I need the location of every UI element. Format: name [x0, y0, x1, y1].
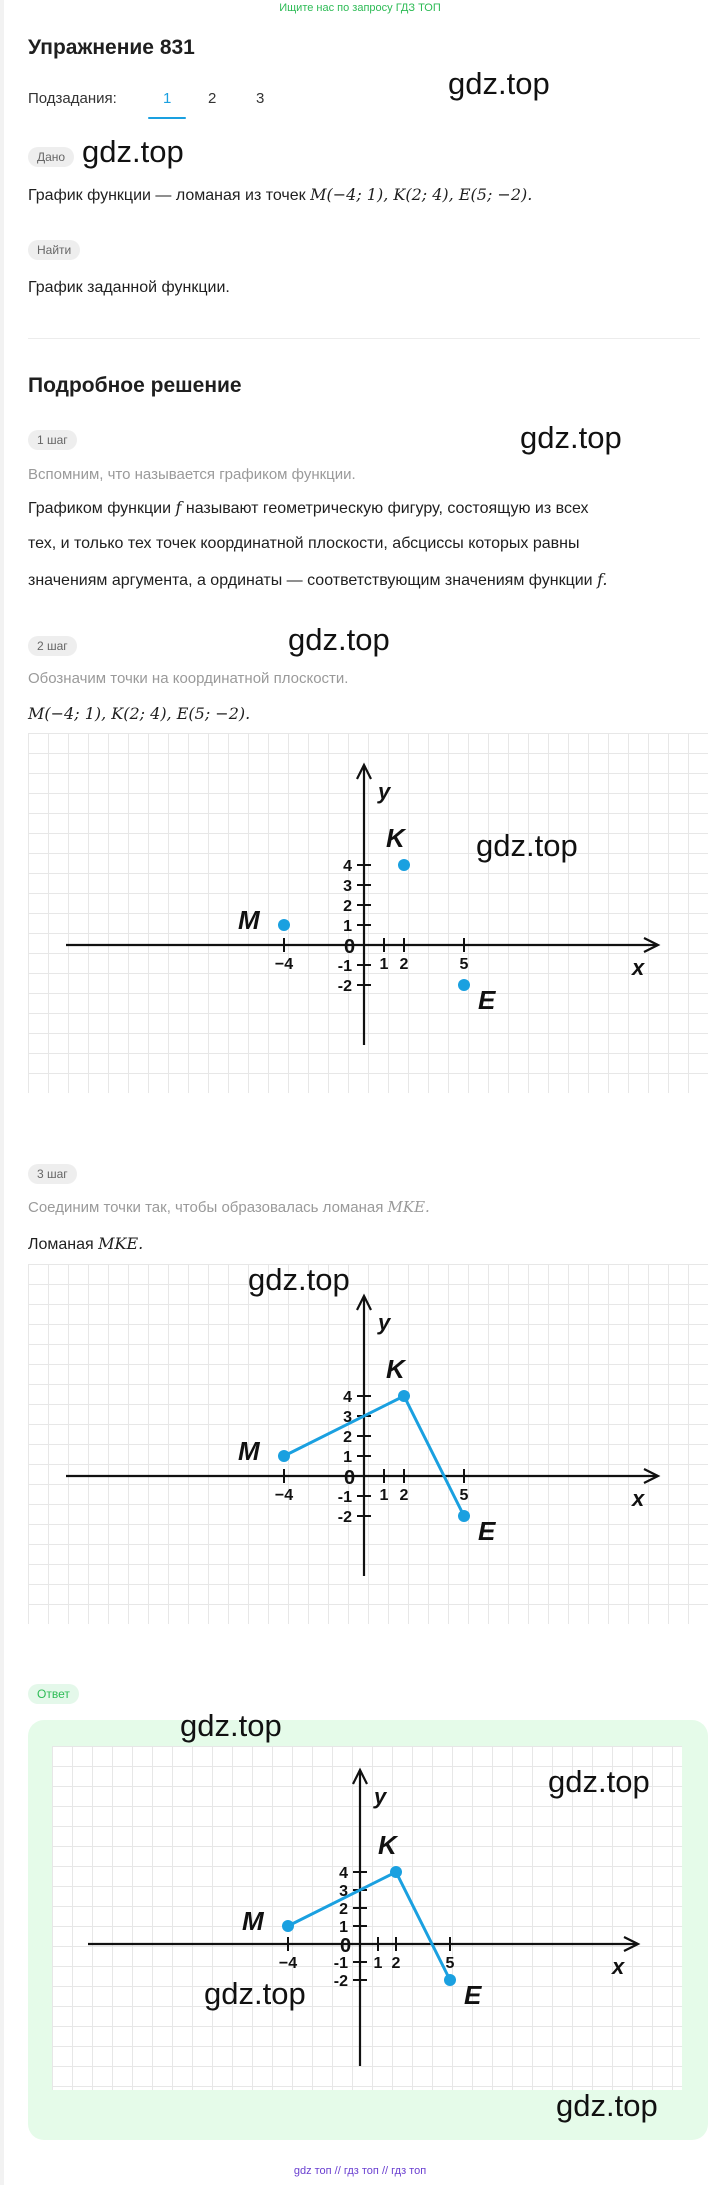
step1-line1	[28, 490, 589, 527]
watermark: gdz.top	[180, 1708, 282, 1743]
step2-chip: 2 шаг	[28, 636, 77, 656]
step1-line1-b: называют геометрическую фигуру, состоящую из всех	[181, 500, 589, 517]
step1-line2: тех, и только тех точек координатной плоскости, абсциссы которых равны	[28, 535, 580, 552]
point-m	[278, 919, 290, 931]
watermark: gdz.top	[448, 66, 550, 101]
y-tick-label: 2	[343, 1429, 352, 1446]
step3-text-math: MKE.	[98, 1234, 144, 1253]
footer-sep: //	[381, 2165, 389, 2177]
footer-link-2[interactable]: гдз топ	[343, 2165, 379, 2177]
x-axis-label: x	[632, 955, 645, 980]
step3-hint-math: MKE.	[387, 1198, 430, 1216]
given-text	[28, 177, 532, 214]
point-label-m: M	[242, 1906, 264, 1936]
x-tick-label: 5	[445, 1955, 455, 1972]
watermark: gdz.top	[476, 828, 578, 863]
polyline-series	[288, 1872, 450, 1980]
given-math: M(−4; 1), K(2; 4), E(5; −2).	[310, 185, 533, 204]
y-axis-label: y	[378, 1310, 391, 1335]
solution-title: Подробное решение	[28, 374, 242, 397]
y-tick-label: -1	[337, 1489, 352, 1506]
y-tick-label: 1	[339, 1919, 348, 1936]
watermark: gdz.top	[248, 1262, 350, 1297]
x-tick-label: −4	[274, 956, 294, 973]
y-tick-label: 3	[343, 878, 352, 895]
x-tick-label: −4	[274, 1487, 294, 1504]
step3-text	[28, 1226, 143, 1263]
point-label-k: K	[386, 823, 405, 853]
watermark: gdz.top	[548, 1764, 650, 1799]
point-label-m: M	[238, 905, 260, 935]
point-label-k: K	[386, 1354, 405, 1384]
tab-subtask-2[interactable]: 2	[208, 90, 217, 107]
watermark: gdz.top	[520, 420, 622, 455]
y-tick-label: -2	[337, 978, 352, 995]
point-label-m: M	[238, 1436, 260, 1466]
y-tick-label: 3	[339, 1883, 348, 1900]
point-e	[458, 979, 470, 991]
given-chip: Дано	[28, 147, 74, 167]
y-tick-label: -2	[337, 1509, 352, 1526]
step3-hint	[28, 1198, 430, 1216]
watermark: gdz.top	[204, 1976, 306, 2011]
y-tick-label: -1	[333, 1955, 348, 1972]
point-k	[398, 1390, 410, 1402]
point-label-e: E	[478, 985, 496, 1015]
tab-subtask-1[interactable]: 1	[163, 90, 172, 107]
footer	[0, 2165, 720, 2177]
y-tick-label: 4	[343, 1389, 352, 1406]
step1-line1-a: Графиком функции	[28, 500, 176, 517]
footer-link-3[interactable]: гдз топ	[391, 2165, 427, 2177]
step1-chip: 1 шаг	[28, 430, 77, 450]
y-tick-label: 1	[343, 918, 352, 935]
coordinate-plane-1	[28, 733, 708, 1093]
point-m	[278, 1450, 290, 1462]
given-text-plain: График функции — ломаная из точек	[28, 187, 311, 204]
coordinate-plane-2	[28, 1264, 708, 1624]
step3-hint-a: Соединим точки так, чтобы образовалась ломаная	[28, 1199, 388, 1216]
y-tick-label: 4	[339, 1865, 348, 1882]
step1-line1-math: f	[175, 498, 182, 517]
y-tick-label: 3	[343, 1409, 352, 1426]
find-chip: Найти	[28, 240, 80, 260]
origin-label: 0	[344, 1467, 356, 1489]
left-rule	[0, 0, 4, 2185]
origin-label: 0	[344, 936, 356, 958]
step1-hint: Вспомним, что называется графиком функции.	[28, 466, 356, 483]
x-tick-label: 5	[459, 1487, 469, 1504]
point-k	[398, 859, 410, 871]
watermark: gdz.top	[82, 134, 184, 169]
footer-link-1[interactable]: gdz топ	[293, 2165, 332, 2177]
y-tick-label: 2	[339, 1901, 348, 1918]
exercise-title: Упражнение 831	[28, 36, 195, 59]
chart-polyline	[28, 1264, 708, 1624]
chart-points	[28, 733, 708, 1093]
x-tick-label: 1	[379, 956, 389, 973]
x-tick-label: 2	[399, 1487, 409, 1504]
step1-line3-math: f.	[597, 570, 608, 589]
step1-line3	[28, 562, 608, 599]
y-tick-label: 4	[343, 858, 352, 875]
x-axis-label: x	[632, 1486, 645, 1511]
tab-subtask-3[interactable]: 3	[256, 90, 265, 107]
point-e	[458, 1510, 470, 1522]
point-e	[444, 1974, 456, 1986]
x-tick-label: 2	[391, 1955, 401, 1972]
point-label-e: E	[478, 1516, 496, 1546]
step3-text-a: Ломаная	[28, 1236, 99, 1253]
y-tick-label: 2	[343, 898, 352, 915]
x-tick-label: 1	[373, 1955, 383, 1972]
section-divider	[28, 338, 700, 339]
top-notice[interactable]: Ищите нас по запросу ГДЗ ТОП	[279, 2, 441, 14]
x-tick-label: 5	[459, 956, 469, 973]
polyline-series	[284, 1396, 464, 1516]
watermark: gdz.top	[556, 2088, 658, 2123]
active-tab-underline	[148, 117, 186, 119]
step2-hint: Обозначим точки на координатной плоскости.	[28, 670, 349, 687]
y-tick-label: 1	[343, 1449, 352, 1466]
y-axis-label: y	[378, 779, 391, 804]
point-label-e: E	[464, 1980, 482, 2010]
answer-chip: Ответ	[28, 1684, 79, 1704]
y-tick-label: -2	[333, 1973, 348, 1990]
x-tick-label: 2	[399, 956, 409, 973]
point-label-k: K	[378, 1830, 397, 1860]
step3-chip: 3 шаг	[28, 1164, 77, 1184]
y-axis-label: y	[374, 1784, 387, 1809]
y-tick-label: -1	[337, 958, 352, 975]
find-text: График заданной функции.	[28, 279, 230, 296]
subtasks-label: Подзадания:	[28, 90, 117, 107]
origin-label: 0	[340, 1935, 352, 1957]
step2-math: M(−4; 1), K(2; 4), E(5; −2).	[28, 704, 251, 723]
footer-sep: //	[334, 2165, 341, 2177]
watermark: gdz.top	[288, 622, 390, 657]
point-k	[390, 1866, 402, 1878]
x-tick-label: 1	[379, 1487, 389, 1504]
step1-line3-a: значениям аргумента, а ординаты — соответствующим значениям функции	[28, 572, 598, 589]
x-axis-label: x	[612, 1954, 625, 1979]
point-m	[282, 1920, 294, 1932]
x-tick-label: −4	[278, 1955, 298, 1972]
